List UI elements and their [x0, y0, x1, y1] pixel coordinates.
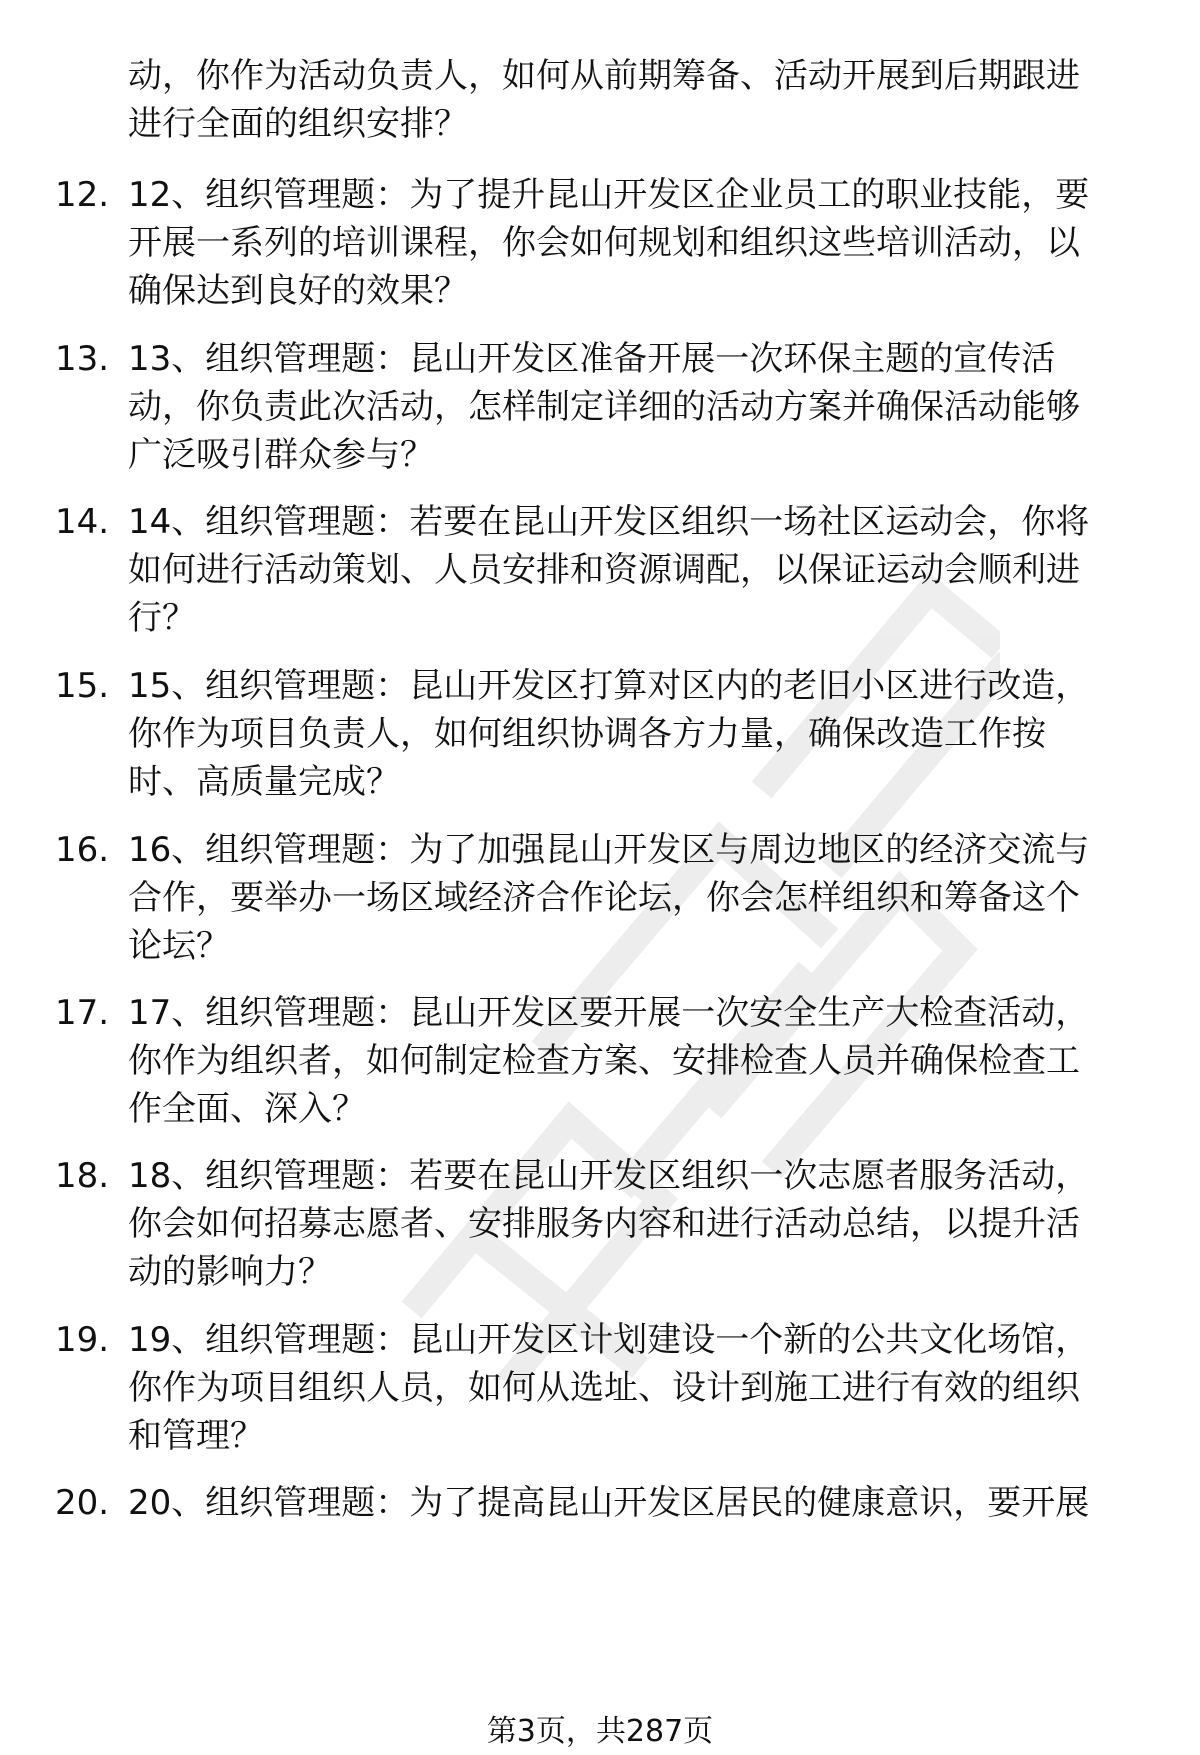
text-line: 论坛？: [128, 926, 230, 966]
text-line: 开展一系列的培训课程，你会如何规划和组织这些培训活动，以: [128, 223, 1080, 263]
list-item-number: 20.: [55, 1483, 110, 1523]
text-line: 作全面、深入？: [128, 1089, 366, 1129]
list-item-text: [128, 1152, 1148, 1296]
continuation-line: 进行全面的组织安排？: [128, 104, 468, 144]
text-line: 19、组织管理题：昆山开发区计划建设一个新的公共文化场馆，: [128, 1320, 1090, 1360]
text-line: 17、组织管理题：昆山开发区要开展一次安全生产大检查活动，: [128, 993, 1090, 1033]
text-line: 13、组织管理题：昆山开发区准备开展一次环保主题的宣传活: [128, 339, 1056, 379]
list-item-number: 14.: [55, 502, 110, 542]
text-line: 18、组织管理题：若要在昆山开发区组织一次志愿者服务活动，: [128, 1156, 1090, 1196]
text-line: 和管理？: [128, 1416, 264, 1456]
list-item-text: [128, 826, 1148, 970]
text-line: 动的影响力？: [128, 1252, 332, 1292]
text-line: 16、组织管理题：为了加强昆山开发区与周边地区的经济交流与: [128, 830, 1090, 870]
list-item-text: [128, 1316, 1148, 1460]
list-item-number: 15.: [55, 666, 110, 706]
list-item-text: [128, 498, 1148, 642]
list-item-text: [128, 989, 1148, 1133]
list-item-text: [128, 335, 1148, 479]
list-item-number: 18.: [55, 1156, 110, 1196]
text-line: 12、组织管理题：为了提升昆山开发区企业员工的职业技能，要: [128, 175, 1090, 215]
list-item-number: 19.: [55, 1320, 110, 1360]
text-line: 你作为组织者，如何制定检查方案、安排检查人员并确保检查工: [128, 1041, 1080, 1081]
list-item-number: 13.: [55, 339, 110, 379]
list-item-number: 12.: [55, 175, 110, 215]
page-footer: 第3页，共287页: [486, 1714, 714, 1749]
text-line: 20、组织管理题：为了提高昆山开发区居民的健康意识，要开展: [128, 1483, 1090, 1523]
text-line: 你会如何招募志愿者、安排服务内容和进行活动总结，以提升活: [128, 1204, 1080, 1244]
text-line: 合作，要举办一场区域经济合作论坛，你会怎样组织和筹备这个: [128, 878, 1080, 918]
list-item-text: [128, 171, 1148, 315]
text-line: 动，你负责此次活动，怎样制定详细的活动方案并确保活动能够: [128, 387, 1080, 427]
list-item-text: [128, 1479, 1148, 1527]
text-line: 你作为项目负责人，如何组织协调各方力量，确保改造工作按: [128, 714, 1046, 754]
list-item-number: 16.: [55, 830, 110, 870]
list-item-text: [128, 662, 1148, 806]
text-line: 14、组织管理题：若要在昆山开发区组织一场社区运动会，你将: [128, 502, 1090, 542]
text-line: 广泛吸引群众参与？: [128, 435, 434, 475]
text-line: 确保达到良好的效果？: [128, 271, 468, 311]
continuation-line: 动，你作为活动负责人，如何从前期筹备、活动开展到后期跟进: [128, 56, 1080, 96]
text-line: 15、组织管理题：昆山开发区打算对区内的老旧小区进行改造，: [128, 666, 1090, 706]
text-line: 行？: [128, 598, 196, 638]
text-line: 时、高质量完成？: [128, 762, 400, 802]
text-line: 如何进行活动策划、人员安排和资源调配，以保证运动会顺利进: [128, 550, 1080, 590]
list-item-number: 17.: [55, 993, 110, 1033]
text-line: 你作为项目组织人员，如何从选址、设计到施工进行有效的组织: [128, 1368, 1080, 1408]
